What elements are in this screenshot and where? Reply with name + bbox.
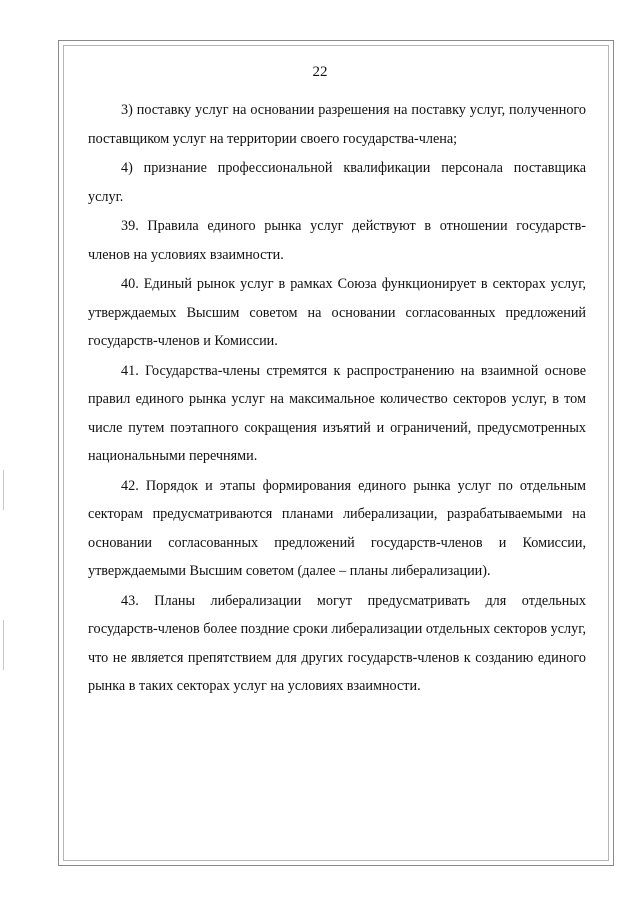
page-number: 22 bbox=[312, 64, 328, 80]
scan-margin-mark bbox=[3, 620, 4, 670]
document-body bbox=[88, 96, 586, 702]
paragraph-item-4: 4) признание профессиональной квалификации персонала поставщика услуг. bbox=[88, 160, 586, 205]
paragraph-43: 43. Планы либерализации могут предусматривать для отдельных государств-членов более поздние сроки либерализации отдельных секторов услуг, что не является препятствием для других государств-членов к созданию единого рынка в таких секторах услуг на условиях взаимности. bbox=[88, 592, 586, 694]
paragraph-42: 42. Порядок и этапы формирования единого рынка услуг по отдельным секторам предусматриваются планами либерализации, разрабатываемыми на основании согласованных предложений государств-членов и Комиссии, утверждаемыми Высшим советом (далее – планы либерализации). bbox=[88, 477, 586, 579]
paragraph-39: 39. Правила единого рынка услуг действуют в отношении государств-членов на условиях взаимности. bbox=[88, 218, 586, 263]
paragraph-item-3: 3) поставку услуг на основании разрешения на поставку услуг, полученного поставщиком услуг на территории своего государства-члена; bbox=[88, 102, 586, 147]
scan-margin-mark bbox=[3, 470, 4, 510]
paragraph-40: 40. Единый рынок услуг в рамках Союза функционирует в секторах услуг, утверждаемых Высшим советом на основании согласованных предложений государств-членов и Комиссии. bbox=[88, 276, 586, 349]
paragraph-41: 41. Государства-члены стремятся к распространению на взаимной основе правил единого рынка услуг на максимальное количество секторов услуг, в том числе путем поэтапного сокращения изъятий и ограничений, предусмотренных национальными перечнями. bbox=[88, 362, 586, 464]
